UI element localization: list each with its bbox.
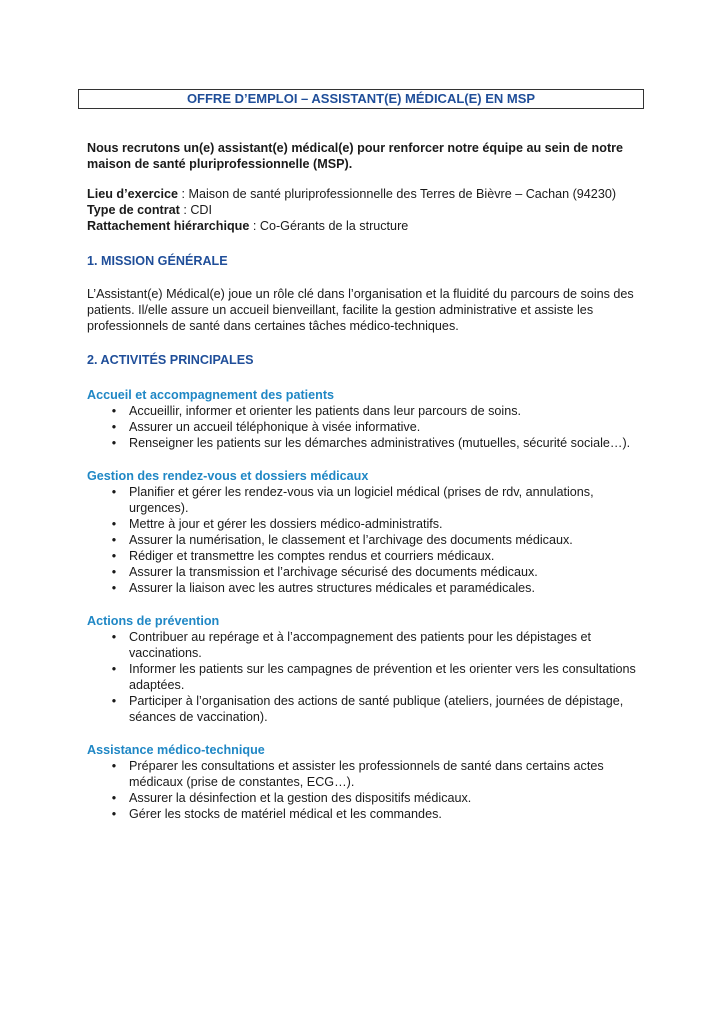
- list-item-text: Planifier et gérer les rendez-vous via un logiciel médical (prises de rdv, annulations, urgences).: [129, 485, 594, 515]
- activity-group-rendez-vous: [87, 468, 637, 596]
- mission-text: L’Assistant(e) Médical(e) joue un rôle clé dans l’organisation et la fluidité du parcours de soins des patients. Il/elle assure un accueil bienveillant, facilite la gestion administrative et assiste les professionnels de santé dans certaines tâches médico-techniques.: [87, 287, 634, 333]
- bullet-icon: •: [111, 404, 117, 418]
- list-item-text: Informer les patients sur les campagnes de prévention et les orienter vers les consultations adaptées.: [129, 662, 636, 692]
- list-item-text: Préparer les consultations et assister les professionnels de santé dans certains actes médicaux (prise de constantes, ECG…).: [129, 759, 604, 789]
- list-item-text: Assurer la numérisation, le classement et l’archivage des documents médicaux.: [129, 533, 573, 547]
- bullet-icon: •: [111, 807, 117, 821]
- activity-group-title: Actions de prévention: [87, 614, 220, 628]
- list-item: [87, 629, 637, 661]
- intro-paragraph: Nous recrutons un(e) assistant(e) médical(e) pour renforcer notre équipe au sein de notre maison de santé pluriprofessionnelle (MSP).: [87, 141, 624, 171]
- activity-group-title: Accueil et accompagnement des patients: [87, 388, 335, 402]
- activity-group-prevention: [87, 613, 637, 725]
- bullet-icon: •: [111, 581, 117, 595]
- bullet-icon: •: [111, 791, 117, 805]
- bullet-icon: •: [111, 517, 117, 531]
- list-item: [87, 790, 637, 806]
- list-item: [87, 435, 637, 451]
- activity-list: [87, 758, 637, 822]
- info-contrat: [87, 202, 637, 218]
- bullet-icon: •: [111, 420, 117, 434]
- list-item: [87, 548, 637, 564]
- list-item-text: Gérer les stocks de matériel médical et les commandes.: [129, 807, 442, 821]
- list-item-text: Participer à l’organisation des actions de santé publique (ateliers, journées de dépistage, séances de vaccination).: [129, 694, 624, 724]
- list-item-text: Accueillir, informer et orienter les patients dans leur parcours de soins.: [129, 404, 521, 418]
- info-rattachement-value: : Co-Gérants de la structure: [249, 219, 409, 233]
- document-title: OFFRE D’EMPLOI – ASSISTANT(E) MÉDICAL(E) EN MSP: [78, 89, 644, 109]
- list-item: [87, 580, 637, 596]
- activity-group-accueil: [87, 387, 637, 451]
- bullet-icon: •: [111, 485, 117, 499]
- info-lieu-value: : Maison de santé pluriprofessionnelle des Terres de Bièvre – Cachan (94230): [178, 187, 617, 201]
- mission-title: 1. MISSION GÉNÉRALE: [87, 254, 228, 268]
- bullet-icon: •: [111, 533, 117, 547]
- list-item: [87, 403, 637, 419]
- bullet-icon: •: [111, 630, 117, 644]
- info-rattachement-label: Rattachement hiérarchique: [87, 219, 250, 233]
- list-item-text: Contribuer au repérage et à l’accompagnement des patients pour les dépistages et vaccinations.: [129, 630, 592, 660]
- list-item-text: Assurer la désinfection et la gestion des dispositifs médicaux.: [129, 791, 472, 805]
- bullet-icon: •: [111, 662, 117, 676]
- list-item-text: Assurer la transmission et l’archivage sécurisé des documents médicaux.: [129, 565, 538, 579]
- info-rattachement: [87, 218, 637, 234]
- info-lieu: [87, 186, 637, 202]
- bullet-icon: •: [111, 565, 117, 579]
- bullet-icon: •: [111, 549, 117, 563]
- activity-group-assistance: [87, 742, 637, 822]
- activity-list: [87, 629, 637, 725]
- list-item: [87, 516, 637, 532]
- list-item-text: Mettre à jour et gérer les dossiers médico-administratifs.: [129, 517, 443, 531]
- info-lieu-label: Lieu d’exercice: [87, 187, 179, 201]
- activities-title: 2. ACTIVITÉS PRINCIPALES: [87, 353, 254, 367]
- list-item-text: Rédiger et transmettre les comptes rendus et courriers médicaux.: [129, 549, 495, 563]
- activity-group-title: Gestion des rendez-vous et dossiers médicaux: [87, 469, 369, 483]
- job-info: [87, 186, 637, 234]
- info-contrat-value: : CDI: [179, 203, 213, 217]
- document-content: [87, 140, 637, 822]
- list-item-text: Assurer la liaison avec les autres structures médicales et paramédicales.: [129, 581, 535, 595]
- list-item-text: Assurer un accueil téléphonique à visée informative.: [129, 420, 421, 434]
- list-item: [87, 661, 637, 693]
- list-item-text: Renseigner les patients sur les démarches administratives (mutuelles, sécurité sociale…).: [129, 436, 631, 450]
- list-item: [87, 419, 637, 435]
- list-item: [87, 532, 637, 548]
- activity-list: [87, 484, 637, 596]
- activity-list: [87, 403, 637, 451]
- list-item: [87, 806, 637, 822]
- list-item: [87, 564, 637, 580]
- list-item: [87, 758, 637, 790]
- bullet-icon: •: [111, 436, 117, 450]
- bullet-icon: •: [111, 759, 117, 773]
- list-item: [87, 484, 637, 516]
- bullet-icon: •: [111, 694, 117, 708]
- info-contrat-label: Type de contrat: [87, 203, 180, 217]
- list-item: [87, 693, 637, 725]
- activity-group-title: Assistance médico-technique: [87, 743, 265, 757]
